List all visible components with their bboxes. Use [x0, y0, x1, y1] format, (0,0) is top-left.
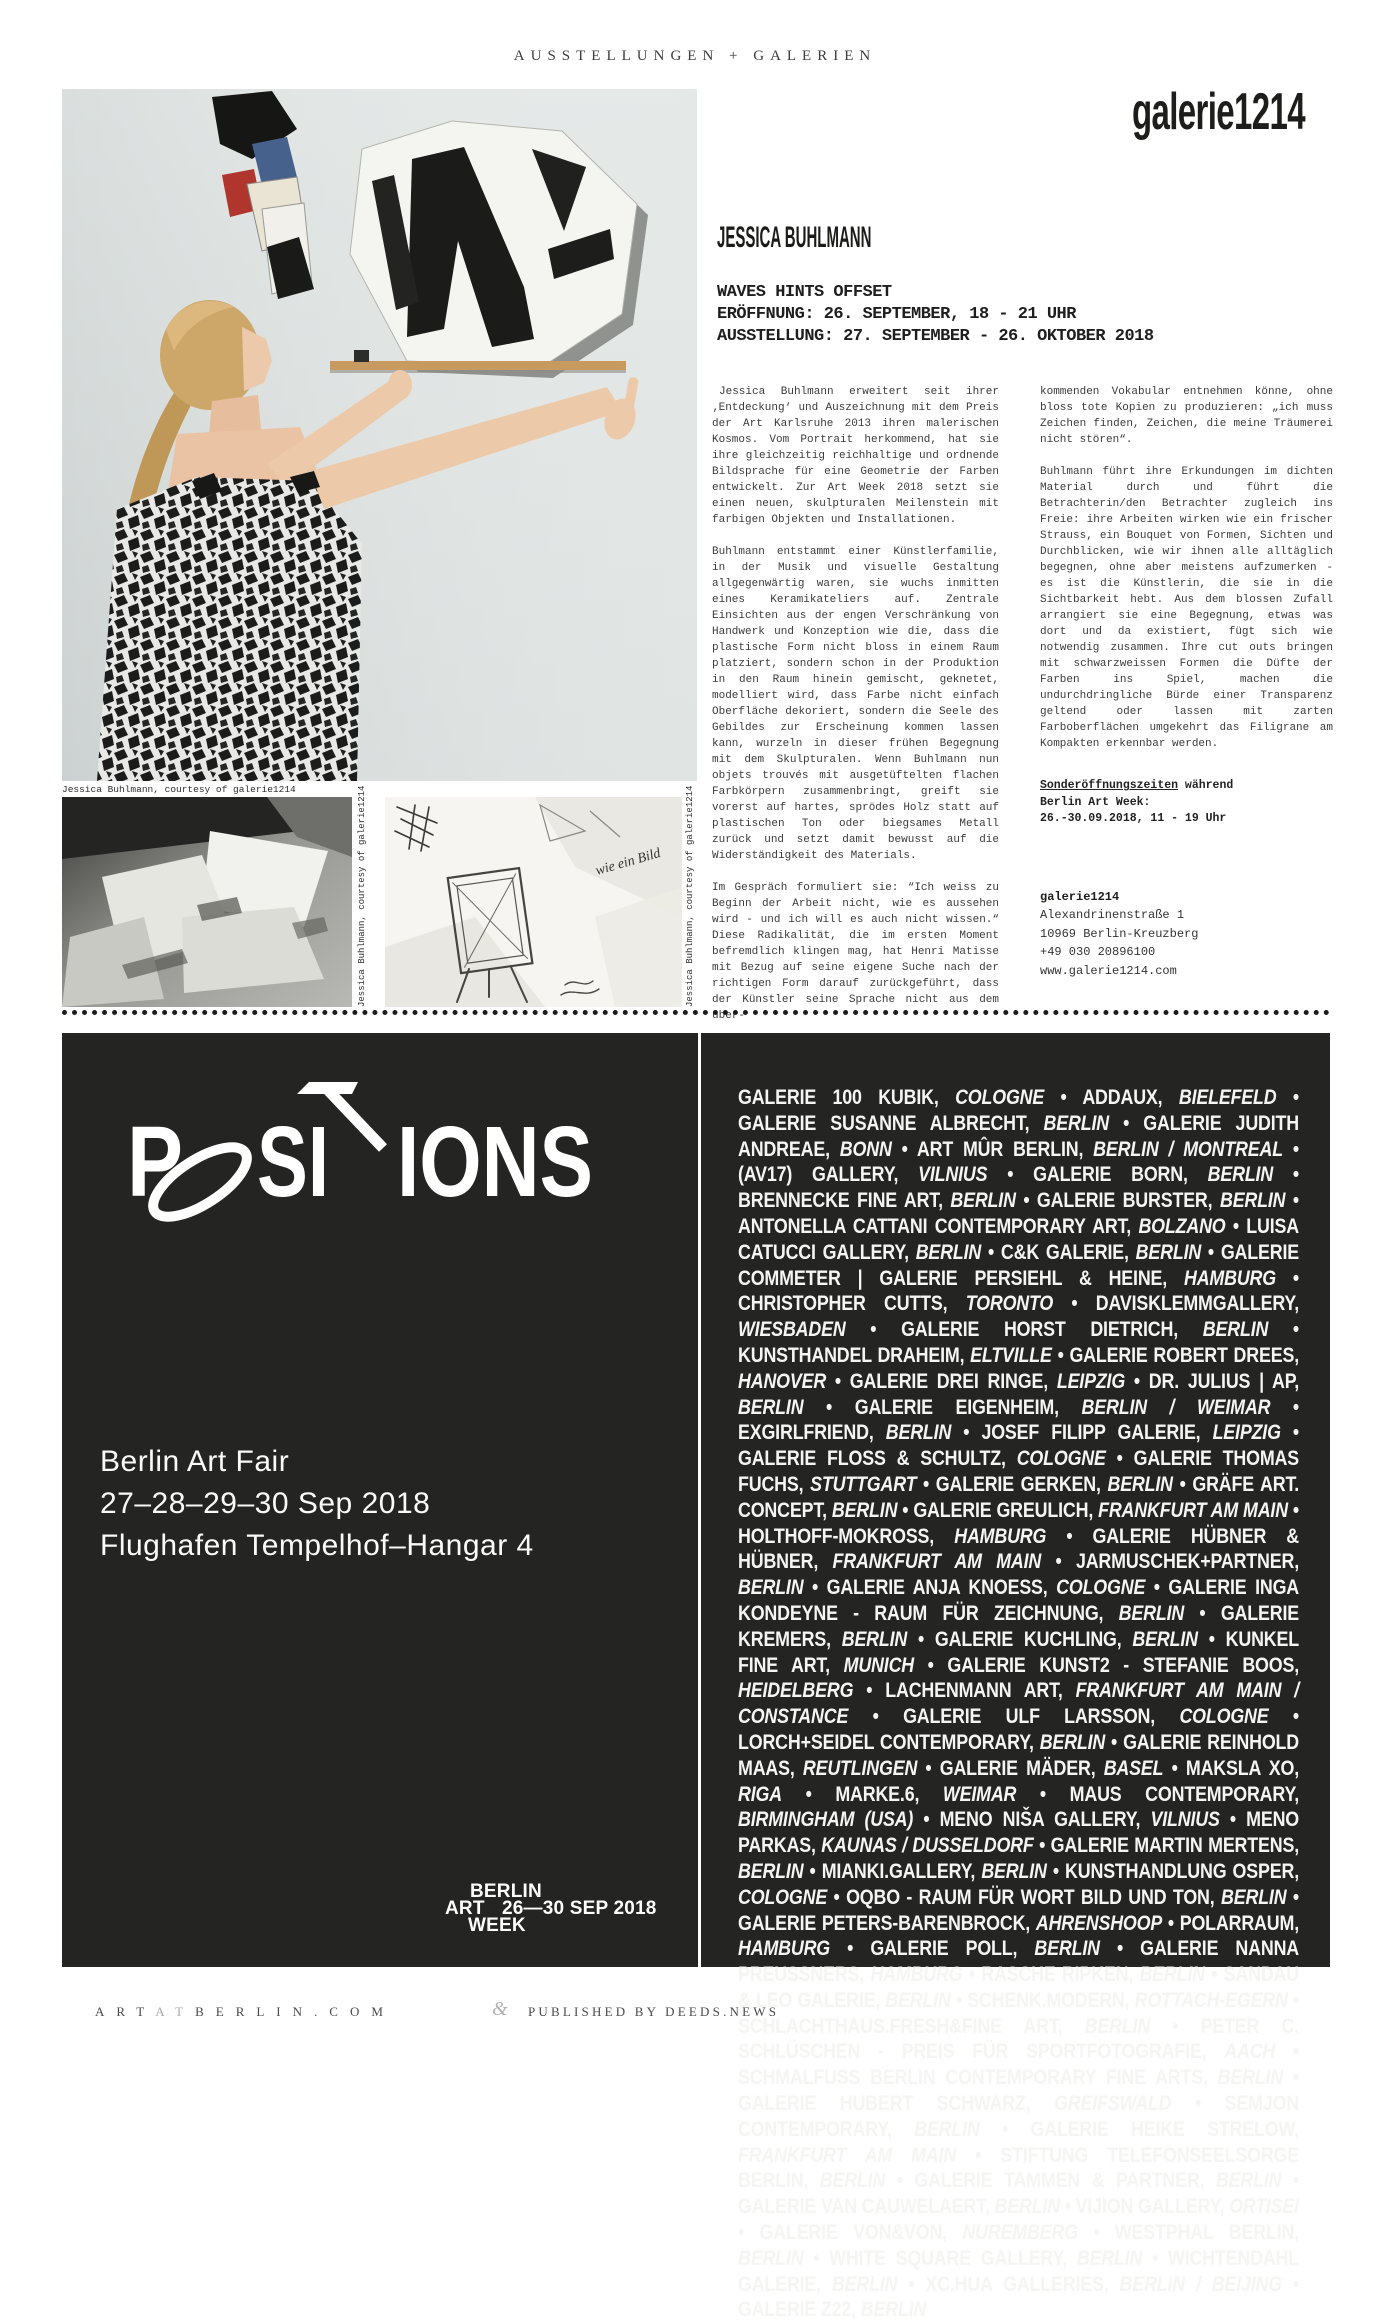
gallery-entry: GALERIE PETERS-BARENBROCK, AHRENSHOOP	[738, 1911, 1163, 1935]
fair-info-line3: Flughafen Tempelhof–Hangar 4	[100, 1529, 534, 1562]
vertical-caption-left: Jessica Buhlmann, courtesy of galerie1214	[357, 785, 367, 1007]
gallery-entry: KUNSTHANDLUNG OSPER, COLOGNE	[738, 1859, 1299, 1909]
gallery-entry: GALERIE DREI RINGE, LEIPZIG	[849, 1369, 1126, 1393]
small-photo-right	[385, 797, 682, 1007]
small-photo-left-illustration	[62, 797, 352, 1007]
gallery-entry: WHITE SQUARE GALLERY, BERLIN	[829, 2246, 1143, 2270]
gallery-entry: EXGIRLFRIEND, BERLIN	[738, 1421, 952, 1445]
gallery-entry: GALERIE HORST DIETRICH, BERLIN	[901, 1318, 1269, 1342]
footer-berlin: BERLIN.COM	[195, 2004, 395, 2019]
gallery-entry: GALERIE BORN, BERLIN	[1033, 1163, 1274, 1187]
gallery-entry: C&K GALERIE, BERLIN	[1000, 1240, 1202, 1264]
page-title: AUSSTELLUNGEN + GALERIEN	[513, 48, 877, 64]
footer-ampersand-icon: &	[492, 1998, 508, 2020]
gallery-entry: WESTPHAL BERLIN, BERLIN	[738, 2221, 1300, 2270]
positions-letters-si: SI	[257, 1106, 329, 1218]
gallery-entry: GALERIE JUDITH ANDREAE, BONN	[738, 1111, 1299, 1161]
gallery-entry: LORCH+SEIDEL CONTEMPORARY, BERLIN	[738, 1730, 1106, 1754]
gallery-entry: GALERIE HUBERT SCHWARZ, GREIFSWALD	[738, 2092, 1172, 2116]
gallery-entry: MARKE.6, WEIMAR	[835, 1782, 1017, 1806]
gallery-entry: DAVISKLEMMGALLERY, WIESBADEN	[738, 1292, 1299, 1342]
gallery-entry: VIJION GALLERY, ORTISEI	[1075, 2195, 1299, 2219]
gallery-entry: POLARRAUM, HAMBURG	[738, 1911, 1299, 1961]
contact-block	[1040, 888, 1333, 981]
gallery-entry: DR. JULIUS | AP, BERLIN	[738, 1369, 1300, 1419]
article-paragraph: kommenden Vokabular entnehmen könne, ohne bloss tote Kopien zu produzieren: „ich muss Zeichen finden, Zeichen, die meine Träumerei nicht stören“.	[1040, 386, 1333, 446]
article-paragraph: Buhlmann entstammt einer Künstlerfamilie, in der Musik und visuelle Gestaltung allgegenwärtig waren, sie wuchs inmitten eines Keramikateliers auf. Zentrale Einsichten aus der engen Verschränkung von Handwerk und Konzeption wie die, dass die plastische Form nicht bloss in einem Raum platziert, sondern schon in der Produktion in den Raum hinein gemischt, geknetet, modelliert wird, dass Farbe nicht einfach Oberfläche dekoriert, sondern die Seele des Gebildes zur Erscheinung kommen lassen kann, wurzeln in dieser frühen Begegnung mit dem Skulpturalen. Wenn Buhlmann nun objets trouvés mit ausgetüftelten flachen Farbkörpern zusammenbringt, greift sie vorerst auf hartes, sprödes Holz statt auf plastischen Ton oder biegsames Metall zurück und setzt damit bewusst auf die Widerständigkeit des Materials.	[712, 546, 999, 862]
article-column-1	[712, 384, 999, 1040]
gallery-entry: SANDAU & LEO GALERIE, BERLIN	[738, 1963, 1299, 2012]
article-paragraph: Jessica Buhlmann erweitert seit ihrer ‚Entdeckung‘ und Auszeichnung mit dem Preis der Art Karlsruhe 2013 ihren malerischen Kosmos. Vom Portrait herkommend, hat sie ihre gleichzeitig reichhaltige und ordnende Bildsprache für eine Geometrie der Farben entwickelt. Zur Art Week 2018 setzt sie einen neuen, skulpturalen Meilenstein mit farbigen Objekten und Installationen.	[712, 386, 999, 526]
gallery-entry: GALERIE FLOSS & SCHULTZ, COLOGNE	[738, 1447, 1106, 1471]
gallery-entry: OQBO - RAUM FÜR WORT BILD UND TON, BERLIN	[846, 1885, 1287, 1909]
article-paragraph: Buhlmann führt ihre Erkundungen im dichten Material durch und führt die Betrachterin/den Betrachter zugleich ins Freie: ihre Arbeiten wirken wie ein frischer Strauss, ein Bouquet von Formen, Sichten und Durchblicken, wie wir ihnen alle alltäglich begegnen, ohne aber meistens aufzumerken - es ist die Künstlerin, die sie in die Sichtbarkeit hebt. Aus dem blossen Zufall arrangiert sie eine Begegnung, etwas was dort und da existiert, fügt sich wie notwendig zusammen. Ihre cut outs bringen mit schwarzweissen Formen die Düfte der Farben ins Spiel, machen die undurchdringliche Bürde einer Transparenz geltend oder lassen mit zarten Farboberflächen umgekehrt das Filigrane am Kompakten erkennbar werden.	[1040, 466, 1333, 750]
gallery-entry: GALERIE VAN CAUWELAERT, BERLIN	[738, 2195, 1060, 2219]
gallery-entry: XC.HUA GALLERIES, BERLIN / BEIJING	[925, 2272, 1282, 2296]
gallery-entry: GALERIE EIGENHEIM, BERLIN / WEIMAR	[854, 1395, 1271, 1419]
fair-info	[100, 1441, 534, 1567]
gallery-entry: GALERIE KREMERS, BERLIN	[738, 1601, 1299, 1651]
exhibition-title: WAVES HINTS OFFSET	[717, 283, 892, 302]
footer-art: ART	[95, 2004, 156, 2019]
gallery-entry: GALERIE ANJA KNOESS, COLOGNE	[826, 1576, 1146, 1600]
badge-art: ART	[445, 1898, 485, 1919]
exhibition-opening: ERÖFFNUNG: 26. SEPTEMBER, 18 - 21 UHR	[717, 305, 1076, 324]
gallery-entry: RASCHE RIPKEN, BERLIN	[981, 1963, 1205, 1987]
gallery-entry: GALERIE VON&VON, NUREMBERG	[759, 2221, 1078, 2245]
gallery-entry: GALERIE NANNA PREUSSNERS, HAMBURG	[738, 1937, 1300, 1987]
gallery-entry: ANTONELLA CATTANI CONTEMPORARY ART, BOLZANO	[738, 1214, 1226, 1238]
gallery-entry: GALERIE BURSTER, BERLIN	[1036, 1189, 1286, 1213]
gallery-entry: GALERIE Z22, BERLIN	[738, 2298, 927, 2322]
gallery-entry: MIANKI.GALLERY, BERLIN	[821, 1859, 1047, 1883]
gallery-entry: GALERIE ROBERT DREES, HANOVER	[738, 1343, 1299, 1393]
gallery-entry: SEMJON CONTEMPORARY, BERLIN	[738, 2092, 1300, 2141]
badge-berlin: BERLIN	[470, 1881, 542, 1902]
gallery-entry: LUISA CATUCCI GALLERY, BERLIN	[738, 1214, 1299, 1264]
gallery-list: GALERIE 100 KUBIK, COLOGNE • ADDAUX, BIELEFELD • GALERIE SUSANNE ALBRECHT, BERLIN • GALERIE JUDITH ANDREAE, BONN • ART MÛR BERLIN, BERLIN / MONTREAL • (AV17) GALLERY, VILNIUS • GALERIE BORN, BERLIN • BRENNECKE FINE ART, BERLIN • GALERIE BURSTER, BERLIN • ANTONELLA CATTANI CONTEMPORARY ART, BOLZANO • LUISA CATUCCI GALLERY, BERLIN • C&K GALERIE, BERLIN • GALERIE COMMETER | GALERIE PERSIEHL & HEINE, HAMBURG • CHRISTOPHER CUTTS, TORONTO • DAVISKLEMMGALLERY, WIESBADEN • GALERIE HORST DIETRICH, BERLIN • KUNSTHANDEL DRAHEIM, ELTVILLE • GALERIE ROBERT DREES, HANOVER • GALERIE DREI RINGE, LEIPZIG • DR. JULIUS | AP, BERLIN • GALERIE EIGENHEIM, BERLIN / WEIMAR • EXGIRLFRIEND, BERLIN • JOSEF FILIPP GALERIE, LEIPZIG • GALERIE FLOSS & SCHULTZ, COLOGNE • GALERIE THOMAS FUCHS, STUTTGART • GALERIE GERKEN, BERLIN • GRÄFE ART. CONCEPT, BERLIN • GALERIE GREULICH, FRANKFURT AM MAIN • HOLTHOFF-MOKROSS, HAMBURG • GALERIE HÜBNER & HÜBNER, FRANKFURT AM MAIN • JARMUSCHEK+PARTNER, BERLIN • GALERIE ANJA KNOESS, COLOGNE • GALERIE INGA KONDEYNE - RAUM FÜR ZEICHNUNG, BERLIN • GALERIE KREMERS, BERLIN • GALERIE KUCHLING, BERLIN • KUNKEL FINE ART, MUNICH • GALERIE KUNST2 - STEFANIE BOOS, HEIDELBERG • LACHENMANN ART, FRANKFURT AM MAIN / CONSTANCE • GALERIE ULF LARSSON, COLOGNE • LORCH+SEIDEL CONTEMPORARY, BERLIN • GALERIE REINHOLD MAAS, REUTLINGEN • GALERIE MÄDER, BASEL • MAKSLA XO, RIGA • MARKE.6, WEIMAR • MAUS CONTEMPORARY, BIRMINGHAM (USA) • MENO NIŠA GALLERY, VILNIUS • MENO PARKAS, KAUNAS / DUSSELDORF • GALERIE MARTIN MERTENS, BERLIN • MIANKI.GALLERY, BERLIN • KUNSTHANDLUNG OSPER, COLOGNE • OQBO - RAUM FÜR WORT BILD UND TON, BERLIN • GALERIE PETERS-BARENBROCK, AHRENSHOOP • POLARRAUM, HAMBURG • GALERIE POLL, BERLIN • GALERIE NANNA PREUSSNERS, HAMBURG • RASCHE RIPKEN, BERLIN • SANDAU & LEO GALERIE, BERLIN • SCHENK.MODERN, ROTTACH-EGERN • SCHLACHTHAUS.FRESH&FINE ART, BERLIN • PETER C. SCHLÜSCHEN - PREIS FÜR SPORTFOTOGRAFIE, AACH • SCHMALFUSS BERLIN CONTEMPORARY FINE ARTS, BERLIN • GALERIE HUBERT SCHWARZ, GREIFSWALD • SEMJON CONTEMPORARY, BERLIN • GALERIE HEIKE STRELOW, FRANKFURT AM MAIN • STIFTUNG TELEFONSEELSORGE BERLIN, BERLIN • GALERIE TAMMEN & PARTNER, BERLIN • GALERIE VAN CAUWELAERT, BERLIN • VIJION GALLERY, ORTISEI • GALERIE VON&VON, NUREMBERG • WESTPHAL BERLIN, BERLIN • WHITE SQUARE GALLERY, BERLIN • WICHTENDAHL GALERIE, BERLIN • XC.HUA GALLERIES, BERLIN / BEIJING • GALERIE Z22, BERLIN	[738, 1086, 1300, 2322]
gallery-entry: GALERIE MÄDER, BASEL	[939, 1756, 1164, 1780]
gallery-entry: BRENNECKE FINE ART, BERLIN	[738, 1189, 1016, 1213]
gallery-entry: GALERIE THOMAS FUCHS, STUTTGART	[738, 1447, 1300, 1496]
gallery-entry: GALERIE TAMMEN & PARTNER, BERLIN	[914, 2169, 1282, 2193]
article-paragraph: Im Gespräch formuliert sie: “Ich weiss zu Beginn der Arbeit nicht, wie es aussehen wird - und ich will es auch nicht wissen.“ Diese Radikalität, die im ersten Moment befremdlich klingen mag, hat Henri Matisse mit Bezug auf seine eigene Suche nach der richtigen Form darauf zurückgeführt, dass der Künstler seine Sprache nicht aus dem über-	[712, 882, 999, 1022]
article-column-2	[1040, 384, 1333, 980]
gallery-entry: GALERIE HEIKE STRELOW, FRANKFURT AM MAIN	[738, 2117, 1299, 2167]
exhibition-info	[717, 282, 1154, 348]
vertical-caption-right: Jessica Buhlmann, courtesy of galerie1214	[685, 785, 695, 1007]
gallery-entry: GALERIE INGA KONDEYNE - RAUM FÜR ZEICHNUNG, BERLIN	[738, 1576, 1300, 1625]
gallery-entry: GALERIE 100 KUBIK, COLOGNE	[738, 1086, 1045, 1109]
special-hours	[1040, 778, 1333, 828]
gallery-entry: HOLTHOFF-MOKROSS, HAMBURG	[738, 1524, 1047, 1548]
gallery-entry: SCHMALFUSS BERLIN CONTEMPORARY FINE ARTS, BERLIN	[738, 2066, 1284, 2090]
special-hours-week: Berlin Art Week:	[1040, 795, 1151, 809]
gallery-entry: JARMUSCHEK+PARTNER, BERLIN	[738, 1550, 1300, 1600]
gallery-logo: galerie1214	[1132, 83, 1305, 141]
gallery-entry: GALERIE ULF LARSSON, COLOGNE	[903, 1705, 1269, 1729]
gallery-entry: GALERIE MARTIN MERTENS, BERLIN	[738, 1834, 1299, 1883]
contact-name: galerie1214	[1040, 889, 1120, 904]
gallery-entry: ADDAUX, BIELEFELD	[1082, 1086, 1277, 1109]
contact-phone: +49 030 20896100	[1040, 945, 1156, 959]
positions-letters-ions: IONS	[397, 1106, 593, 1218]
shelf	[330, 361, 626, 370]
main-photo-illustration	[62, 89, 697, 781]
gallery-entry: (AV17) GALLERY, VILNIUS	[738, 1163, 988, 1187]
gallery-entry: JOSEF FILIPP GALERIE, LEIPZIG	[981, 1421, 1281, 1445]
gallery-entry: GRÄFE ART. CONCEPT, BERLIN	[738, 1472, 1299, 1522]
gallery-entry: GALERIE GREULICH, FRANKFURT AM MAIN	[913, 1498, 1288, 1522]
artist-name: JESSICA BUHLMANN	[717, 221, 872, 254]
gallery-entry: GALERIE GERKEN, BERLIN	[935, 1472, 1173, 1496]
special-hours-title: Sonderöffnungszeiten	[1040, 779, 1179, 792]
footer-published: PUBLISHED BY DEEDS.NEWS	[528, 2004, 780, 2019]
gallery-entry: CHRISTOPHER CUTTS, TORONTO	[738, 1292, 1054, 1316]
gallery-entry: MENO NIŠA GALLERY, VILNIUS	[939, 1808, 1220, 1832]
gallery-entry: MAUS CONTEMPORARY, BIRMINGHAM (USA)	[738, 1782, 1300, 1832]
positions-letter-t-stem	[326, 1088, 383, 1148]
badge-week: WEEK	[468, 1915, 526, 1936]
gallery-entry: SCHENK.MODERN, ROTTACH-EGERN	[967, 1988, 1288, 2012]
gallery-entry: STIFTUNG TELEFONSEELSORGE BERLIN, BERLIN	[738, 2143, 1299, 2193]
gallery-entry: GALERIE POLL, BERLIN	[870, 1937, 1100, 1961]
gallery-entry: WICHTENDAHL GALERIE, BERLIN	[738, 2246, 1300, 2296]
gallery-entry: MENO PARKAS, KAUNAS / DUSSELDORF	[738, 1808, 1300, 1858]
gallery-entry: PETER C. SCHLÜSCHEN - PREIS FÜR SPORTFOTOGRAFIE, AACH	[738, 2014, 1299, 2064]
footer-at: AT	[155, 2004, 196, 2019]
gallery-entry: GALERIE KUCHLING, BERLIN	[934, 1627, 1198, 1651]
contact-street: Alexandrinenstraße 1	[1040, 908, 1185, 922]
gallery-entry: MAKSLA XO, RIGA	[738, 1756, 1299, 1806]
contact-website: www.galerie1214.com	[1040, 963, 1177, 978]
gallery-entry: GALERIE REINHOLD MAAS, REUTLINGEN	[738, 1730, 1299, 1780]
small-photo-right-illustration	[385, 797, 682, 1007]
small-photo-left	[62, 797, 352, 1007]
gallery-entry: KUNSTHANDEL DRAHEIM, ELTVILLE	[738, 1343, 1052, 1367]
gallery-entry: SCHLACHTHAUS.FRESH&FINE ART, BERLIN	[738, 2014, 1151, 2038]
special-hours-times: 26.-30.09.2018, 11 - 19 Uhr	[1040, 812, 1227, 825]
special-hours-rest: während	[1178, 779, 1234, 792]
sketch-handwriting: wie ein Bild	[593, 845, 663, 879]
gallery-entry: GALERIE HÜBNER & HÜBNER, FRANKFURT AM MAIN	[738, 1524, 1299, 1574]
exhibition-dates: AUSSTELLUNG: 27. SEPTEMBER - 26. OKTOBER 2018	[717, 327, 1154, 346]
fair-info-line2: 27–28–29–30 Sep 2018	[100, 1487, 431, 1520]
photo-caption: Jessica Buhlmann, courtesy of galerie1214	[62, 784, 296, 795]
contact-city: 10969 Berlin-Kreuzberg	[1040, 926, 1199, 941]
positions-letter-p: P	[127, 1106, 183, 1218]
positions-logo	[95, 1078, 705, 1248]
gallery-entry: GALERIE COMMETER | GALERIE PERSIEHL & HEINE, HAMBURG	[738, 1240, 1299, 1290]
gallery-entry: GALERIE SUSANNE ALBRECHT, BERLIN	[738, 1111, 1109, 1135]
dotted-divider	[62, 1010, 1330, 1015]
gallery-entry: LACHENMANN ART, FRANKFURT AM MAIN / CONSTANCE	[738, 1679, 1299, 1729]
fair-info-line1: Berlin Art Fair	[100, 1445, 290, 1478]
footer-site	[95, 2004, 395, 2020]
main-photo	[62, 89, 697, 781]
gallery-entry: GALERIE KUNST2 - STEFANIE BOOS, HEIDELBERG	[738, 1653, 1299, 1703]
gallery-entry: ART MÛR BERLIN, BERLIN / MONTREAL	[916, 1137, 1283, 1161]
gallery-entry: KUNKEL FINE ART, MUNICH	[738, 1627, 1299, 1677]
badge-dates: 26—30 SEP 2018	[502, 1898, 657, 1919]
